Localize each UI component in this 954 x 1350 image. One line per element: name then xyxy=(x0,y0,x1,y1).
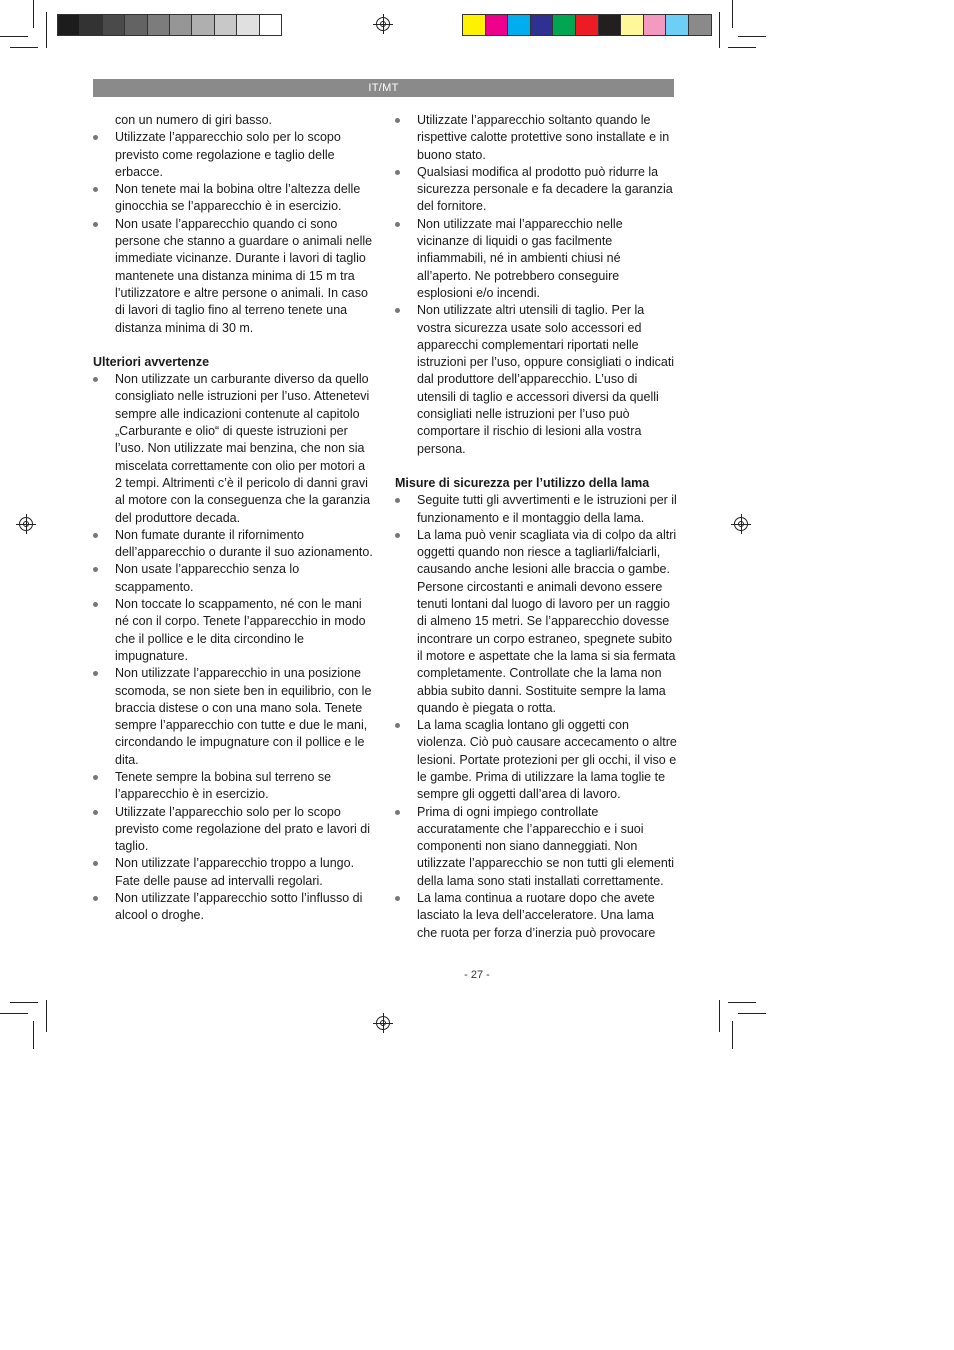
list-item-text: Utilizzate l’apparecchio solo per lo scopo previsto come regolazione e taglio delle erbacce. xyxy=(115,130,341,179)
color-swatch xyxy=(507,14,531,36)
bullet-icon xyxy=(395,118,400,123)
list-item xyxy=(395,527,677,717)
bullet-icon xyxy=(93,222,98,227)
list-item xyxy=(395,302,677,458)
color-swatch xyxy=(462,14,486,36)
color-swatch xyxy=(598,14,622,36)
color-swatch xyxy=(643,14,667,36)
color-swatch xyxy=(236,14,259,36)
list-item-text: Non utilizzate altri utensili di taglio. Per la vostra sicurezza usate solo accessori ed apparecchi complementari riportati nelle istruzioni per l’uso, oppure consigliati o indicati dal produttore dell’apparecchio. L’uso di utensili di taglio e accessori diversi da quelli consigliati nelle istruzioni per l’uso può comportare il rischio di lesioni alla vostra persona. xyxy=(417,303,675,456)
bullet-icon xyxy=(93,533,98,538)
color-swatch xyxy=(169,14,192,36)
list-item-text: Non utilizzate mai l’apparecchio nelle vicinanze di liquidi o gas facilmente infiammabili, né in ambienti chiusi né all’aperto. Ne potrebbero conseguire esplosioni e/o incendi. xyxy=(417,216,623,300)
section-heading: Ulteriori avvertenze xyxy=(93,354,210,369)
list-item xyxy=(93,371,375,527)
list-item xyxy=(93,855,375,890)
language-header-bar xyxy=(93,79,674,97)
color-swatch xyxy=(102,14,125,36)
list-item xyxy=(395,164,677,216)
color-swatch xyxy=(552,14,576,36)
bullet-icon xyxy=(395,308,400,313)
bullet-icon xyxy=(93,775,98,780)
color-swatch xyxy=(147,14,170,36)
color-swatch xyxy=(688,14,712,36)
registration-mark-icon xyxy=(376,17,390,31)
color-swatch xyxy=(575,14,599,36)
bullet-icon xyxy=(93,377,98,382)
list-item-text: Non toccate lo scappamento, né con le mani né con il corpo. Tenete l’apparecchio in modo che il pollice e le dita circondino le impugnature. xyxy=(115,597,366,663)
list-item xyxy=(93,769,375,804)
color-swatch xyxy=(620,14,644,36)
bullet-icon xyxy=(93,810,98,815)
color-swatch xyxy=(530,14,554,36)
list-item-text: Non tenete mai la bobina oltre l’altezza delle ginocchia se l’apparecchio è in esercizio. xyxy=(115,182,361,214)
list-item-text: Utilizzate l’apparecchio solo per lo scopo previsto come regolazione del prato e lavori di taglio. xyxy=(115,804,370,854)
bullet-icon xyxy=(93,135,98,140)
list-item-text: La lama continua a ruotare dopo che avete lasciato la leva dell’acceleratore. Una lama che ruota per forza d’inerzia può provocare xyxy=(417,891,656,940)
bullet-icon xyxy=(395,896,400,901)
list-item xyxy=(93,596,375,665)
list-item-text: Non usate l’apparecchio quando ci sono persone che stanno a guardare o animali nelle immediate vicinanze. Durante i lavori di taglio mantenete una distanza minima di 15 m tra l’utilizzatore e altre persone o animali. In caso di lavori di taglio fino al terreno tenete una distanza minima di 30 m. xyxy=(115,216,373,335)
list-item-text: Prima di ogni impiego controllate accuratamente che l’apparecchio e i suoi componenti non siano danneggiati. Non utilizzate l’apparecchio se non tutti gli elementi della lama sono stati installati correttamente. xyxy=(417,804,675,888)
bullet-icon xyxy=(93,567,98,572)
list-item-text: Non utilizzate l’apparecchio sotto l’influsso di alcool o droghe. xyxy=(115,891,363,923)
registration-mark-icon xyxy=(376,1016,390,1030)
list-item xyxy=(395,890,677,942)
list-item xyxy=(93,890,375,925)
list-item xyxy=(93,216,375,337)
bullet-icon xyxy=(93,861,98,866)
bullet-icon xyxy=(395,222,400,227)
list-item-text: Qualsiasi modifica al prodotto può ridurre la sicurezza personale e fa decadere la garanzia del fornitore. xyxy=(417,164,673,214)
left-text-column xyxy=(93,112,375,925)
list-item-text: La lama scaglia lontano gli oggetti con violenza. Ciò può causare accecamento o altre lesioni. Portate protezioni per gli occhi, il viso e le gambe. Prima di utilizzare la lama toglie te sempre gli oggetti dall’area di lavoro. xyxy=(417,718,677,802)
color-swatch xyxy=(259,14,282,36)
color-swatch xyxy=(124,14,147,36)
list-item xyxy=(93,665,375,769)
list-item xyxy=(93,561,375,596)
bullet-icon xyxy=(93,602,98,607)
list-item-text: Seguite tutti gli avvertimenti e le istruzioni per il funzionamento e il montaggio della lama. xyxy=(417,493,677,525)
color-swatch xyxy=(79,14,102,36)
bullet-icon xyxy=(93,896,98,901)
list-item xyxy=(395,492,677,527)
list-item xyxy=(395,112,677,164)
list-item xyxy=(93,181,375,216)
list-item-text: Tenete sempre la bobina sul terreno se l’apparecchio è in esercizio. xyxy=(115,769,332,802)
list-item xyxy=(395,804,677,890)
bullet-icon xyxy=(93,187,98,192)
right-text-column xyxy=(395,112,677,942)
bullet-icon xyxy=(395,498,400,503)
list-item-text: Non utilizzate l’apparecchio in una posizione scomoda, se non siete ben in equilibrio, con le braccia distese o con una mano sola. Tenete sempre l’apparecchio con tutte e due le mani, circondando le impugnature con il pollice e le dita. xyxy=(115,666,372,767)
list-item xyxy=(395,216,677,302)
language-label: IT/MT xyxy=(368,82,399,94)
list-item xyxy=(93,129,375,181)
bullet-icon xyxy=(93,671,98,676)
registration-mark-icon xyxy=(734,517,748,531)
section-heading: Misure di sicurezza per l’utilizzo della lama xyxy=(395,475,650,490)
list-item-text: Non utilizzate l’apparecchio troppo a lungo. Fate delle pause ad intervalli regolari. xyxy=(115,856,355,888)
continuation-text: con un numero di giri basso. xyxy=(115,113,273,127)
list-item-text: Non usate l’apparecchio senza lo scappamento. xyxy=(115,562,300,594)
bullet-icon xyxy=(395,723,400,728)
list-item-text: Non utilizzate un carburante diverso da quello consigliato nelle istruzioni per l’uso. Attenetevi sempre alle indicazioni contenute al capitolo „Carburante e olio“ di queste istruzioni per l’uso. Non utilizzate mai benzina, che non sia miscelata correttamente con olio per motori a 2 tempi. Altrimenti c’è il pericolo di danni gravi al motore con la conseguenza che la garanzia del produttore decada. xyxy=(115,372,371,525)
color-swatch xyxy=(191,14,214,36)
list-item xyxy=(395,717,677,803)
list-item xyxy=(93,804,375,856)
list-item-text: La lama può venir scagliata via di colpo da altri oggetti quando non riesce a tagliarli/falciarli, causando anche lesioni alle braccia o gambe. Persone circostanti e animali devono essere tenuti lontani dal luogo di lavoro per un raggio di almeno 15 metri. Se l’apparecchio dovesse incontrare un corpo estraneo, spegnete subito il motore e aspettate che la lama si sia fermata completamente. Controllate che la lama non abbia subito danni. Sostituite sempre la lama quando è piegata o rotta. xyxy=(417,527,677,715)
color-swatch xyxy=(665,14,689,36)
list-item-text: Utilizzate l’apparecchio soltanto quando le rispettive calotte protettive sono installate e in buono stato. xyxy=(417,113,670,162)
bullet-icon xyxy=(395,810,400,815)
bullet-icon xyxy=(395,533,400,538)
color-swatch xyxy=(57,14,80,36)
registration-mark-icon xyxy=(19,517,33,531)
color-swatch xyxy=(485,14,509,36)
bullet-icon xyxy=(395,170,400,175)
page-number: - 27 - xyxy=(464,969,490,981)
color-swatch xyxy=(214,14,237,36)
list-item-text: Non fumate durante il rifornimento dell’apparecchio o durante il suo azionamento. xyxy=(115,527,373,560)
list-item xyxy=(93,527,375,562)
